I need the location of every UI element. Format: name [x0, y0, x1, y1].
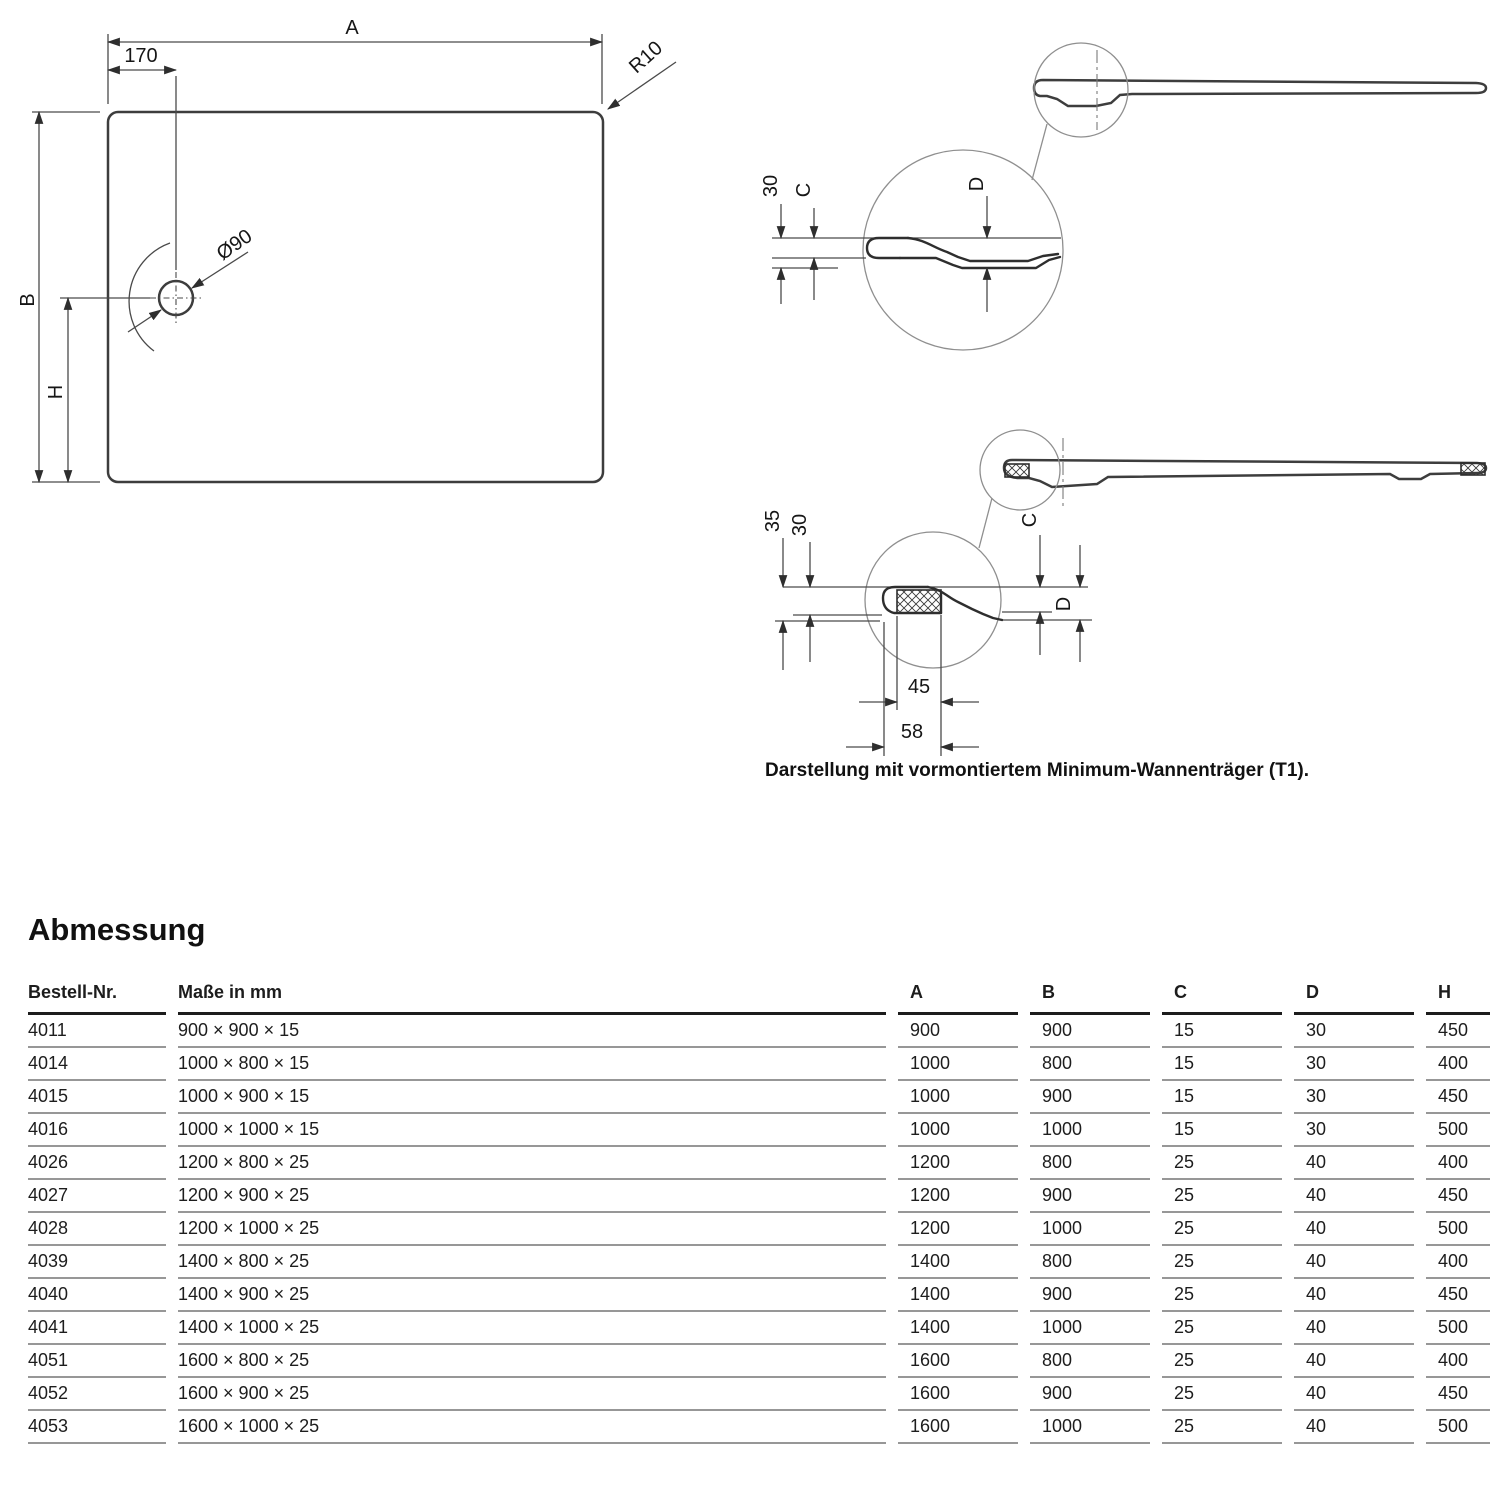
table-cell: 900 — [1030, 1180, 1150, 1213]
table-cell: 40 — [1294, 1411, 1414, 1444]
table-cell: 1000 — [898, 1081, 1018, 1114]
table-cell: 25 — [1162, 1411, 1282, 1444]
table-cell: 1200 × 1000 × 25 — [178, 1213, 886, 1246]
table-cell: 400 — [1426, 1048, 1490, 1081]
table-cell: 900 — [1030, 1081, 1150, 1114]
table-cell: 40 — [1294, 1180, 1414, 1213]
table-cell: 15 — [1162, 1114, 1282, 1147]
table-cell: 1000 × 800 × 15 — [178, 1048, 886, 1081]
table-cell: 30 — [1294, 1081, 1414, 1114]
table-cell: 1000 — [1030, 1411, 1150, 1444]
table-cell: 15 — [1162, 1081, 1282, 1114]
column-header: H — [1426, 975, 1490, 1015]
table-cell: 15 — [1162, 1048, 1282, 1081]
table-cell: 25 — [1162, 1345, 1282, 1378]
table-cell: 1200 × 900 × 25 — [178, 1180, 886, 1213]
table-cell: 25 — [1162, 1312, 1282, 1345]
table-cell: 30 — [1294, 1048, 1414, 1081]
support-block-right — [1461, 463, 1485, 475]
table-cell: 4053 — [28, 1411, 166, 1444]
table-cell: 4016 — [28, 1114, 166, 1147]
table-cell: 1600 — [898, 1345, 1018, 1378]
table-cell: 900 — [1030, 1279, 1150, 1312]
table-cell: 450 — [1426, 1378, 1490, 1411]
table-cell: 1000 — [1030, 1312, 1150, 1345]
table-cell: 4051 — [28, 1345, 166, 1378]
detail-view-1 — [760, 150, 1063, 350]
table-cell: 500 — [1426, 1114, 1490, 1147]
detail-view-2 — [762, 510, 1092, 756]
table-cell: 1400 — [898, 1279, 1018, 1312]
column-header: Bestell-Nr. — [28, 975, 166, 1015]
column-header: D — [1294, 975, 1414, 1015]
table-cell: 1000 × 1000 × 15 — [178, 1114, 886, 1147]
table-cell: 500 — [1426, 1213, 1490, 1246]
table-cell: 4011 — [28, 1015, 166, 1048]
table-cell: 25 — [1162, 1213, 1282, 1246]
detail-leader-2 — [979, 498, 992, 548]
table-cell: 450 — [1426, 1180, 1490, 1213]
tray-profile — [1034, 80, 1486, 106]
table-cell: 800 — [1030, 1345, 1150, 1378]
dim-label-detail1-c: C — [793, 182, 815, 198]
table-cell: 40 — [1294, 1147, 1414, 1180]
table-cell: 900 — [1030, 1015, 1150, 1048]
table-cell: 30 — [1294, 1015, 1414, 1048]
table-cell: 900 × 900 × 15 — [178, 1015, 886, 1048]
table-cell: 40 — [1294, 1213, 1414, 1246]
table-cell: 25 — [1162, 1147, 1282, 1180]
table-cell: 1400 × 800 × 25 — [178, 1246, 886, 1279]
section-heading: Abmessung — [28, 912, 206, 947]
table-cell: 25 — [1162, 1246, 1282, 1279]
table-cell: 4027 — [28, 1180, 166, 1213]
column-header: Maße in mm — [178, 975, 886, 1015]
table-cell: 1000 — [1030, 1213, 1150, 1246]
table-cell: 4015 — [28, 1081, 166, 1114]
plan-view — [17, 17, 676, 482]
support-block-detail — [897, 590, 941, 613]
column-header: C — [1162, 975, 1282, 1015]
table-cell: 1000 — [1030, 1114, 1150, 1147]
dimension-table — [28, 975, 1490, 1444]
dim-label-a: A — [345, 17, 359, 39]
table-cell: 4040 — [28, 1279, 166, 1312]
tray-profile-support — [1004, 460, 1486, 487]
table-cell: 400 — [1426, 1345, 1490, 1378]
table-cell: 1600 — [898, 1411, 1018, 1444]
table-cell: 900 — [1030, 1378, 1150, 1411]
dim-label-h: H — [45, 384, 67, 400]
dim-label-detail2-35: 35 — [762, 509, 784, 533]
table-cell: 40 — [1294, 1279, 1414, 1312]
table-cell: 4041 — [28, 1312, 166, 1345]
table-cell: 1200 — [898, 1180, 1018, 1213]
dim-label-detail1-30: 30 — [760, 174, 782, 198]
table-cell: 1000 — [898, 1114, 1018, 1147]
table-cell: 1200 — [898, 1213, 1018, 1246]
table-cell: 400 — [1426, 1147, 1490, 1180]
support-block-left — [1005, 464, 1029, 477]
table-cell: 1400 — [898, 1312, 1018, 1345]
table-cell: 30 — [1294, 1114, 1414, 1147]
table-cell: 400 — [1426, 1246, 1490, 1279]
dim-label-b: B — [17, 293, 39, 307]
table-cell: 40 — [1294, 1378, 1414, 1411]
table-cell: 1000 × 900 × 15 — [178, 1081, 886, 1114]
detail-circle-1 — [863, 150, 1063, 350]
table-cell: 1600 × 900 × 25 — [178, 1378, 886, 1411]
dim-label-drain-diameter: Ø90 — [212, 225, 257, 265]
table-cell: 4026 — [28, 1147, 166, 1180]
table-cell: 1000 — [898, 1048, 1018, 1081]
table-cell: 1400 × 1000 × 25 — [178, 1312, 886, 1345]
table-cell: 1600 × 800 × 25 — [178, 1345, 886, 1378]
dim-label-detail2-d: D — [1053, 596, 1075, 612]
table-cell: 40 — [1294, 1246, 1414, 1279]
table-cell: 40 — [1294, 1345, 1414, 1378]
table-cell: 500 — [1426, 1312, 1490, 1345]
table-cell: 1400 × 900 × 25 — [178, 1279, 886, 1312]
detail-leader-1 — [1032, 124, 1047, 180]
table-cell: 1200 — [898, 1147, 1018, 1180]
table-cell: 25 — [1162, 1180, 1282, 1213]
table-cell: 450 — [1426, 1279, 1490, 1312]
table-cell: 800 — [1030, 1048, 1150, 1081]
table-cell: 40 — [1294, 1312, 1414, 1345]
column-header: A — [898, 975, 1018, 1015]
table-cell: 15 — [1162, 1015, 1282, 1048]
dim-label-detail2-c: C — [1019, 512, 1041, 528]
side-view-tray — [1032, 43, 1486, 180]
table-cell: 450 — [1426, 1081, 1490, 1114]
table-cell: 450 — [1426, 1015, 1490, 1048]
table-cell: 1600 × 1000 × 25 — [178, 1411, 886, 1444]
table-cell: 1600 — [898, 1378, 1018, 1411]
table-cell: 4014 — [28, 1048, 166, 1081]
drawing-caption: Darstellung mit vormontiertem Minimum-Wannenträger (T1). — [765, 760, 1310, 781]
table-cell: 500 — [1426, 1411, 1490, 1444]
side-view-with-support — [979, 430, 1486, 548]
table-cell: 1200 × 800 × 25 — [178, 1147, 886, 1180]
table-cell: 25 — [1162, 1279, 1282, 1312]
table-cell: 4052 — [28, 1378, 166, 1411]
table-cell: 1400 — [898, 1246, 1018, 1279]
dim-label-detail2-45: 45 — [907, 676, 931, 698]
dim-label-corner-radius: R10 — [624, 37, 667, 78]
dim-label-170: 170 — [124, 45, 158, 67]
dim-label-detail2-58: 58 — [900, 721, 924, 743]
dim-label-detail1-d: D — [966, 176, 988, 192]
table-cell: 4028 — [28, 1213, 166, 1246]
table-cell: 800 — [1030, 1246, 1150, 1279]
table-cell: 4039 — [28, 1246, 166, 1279]
table-cell: 25 — [1162, 1378, 1282, 1411]
table-cell: 900 — [898, 1015, 1018, 1048]
column-header: B — [1030, 975, 1150, 1015]
table-cell: 800 — [1030, 1147, 1150, 1180]
dim-label-detail2-30: 30 — [789, 513, 811, 537]
